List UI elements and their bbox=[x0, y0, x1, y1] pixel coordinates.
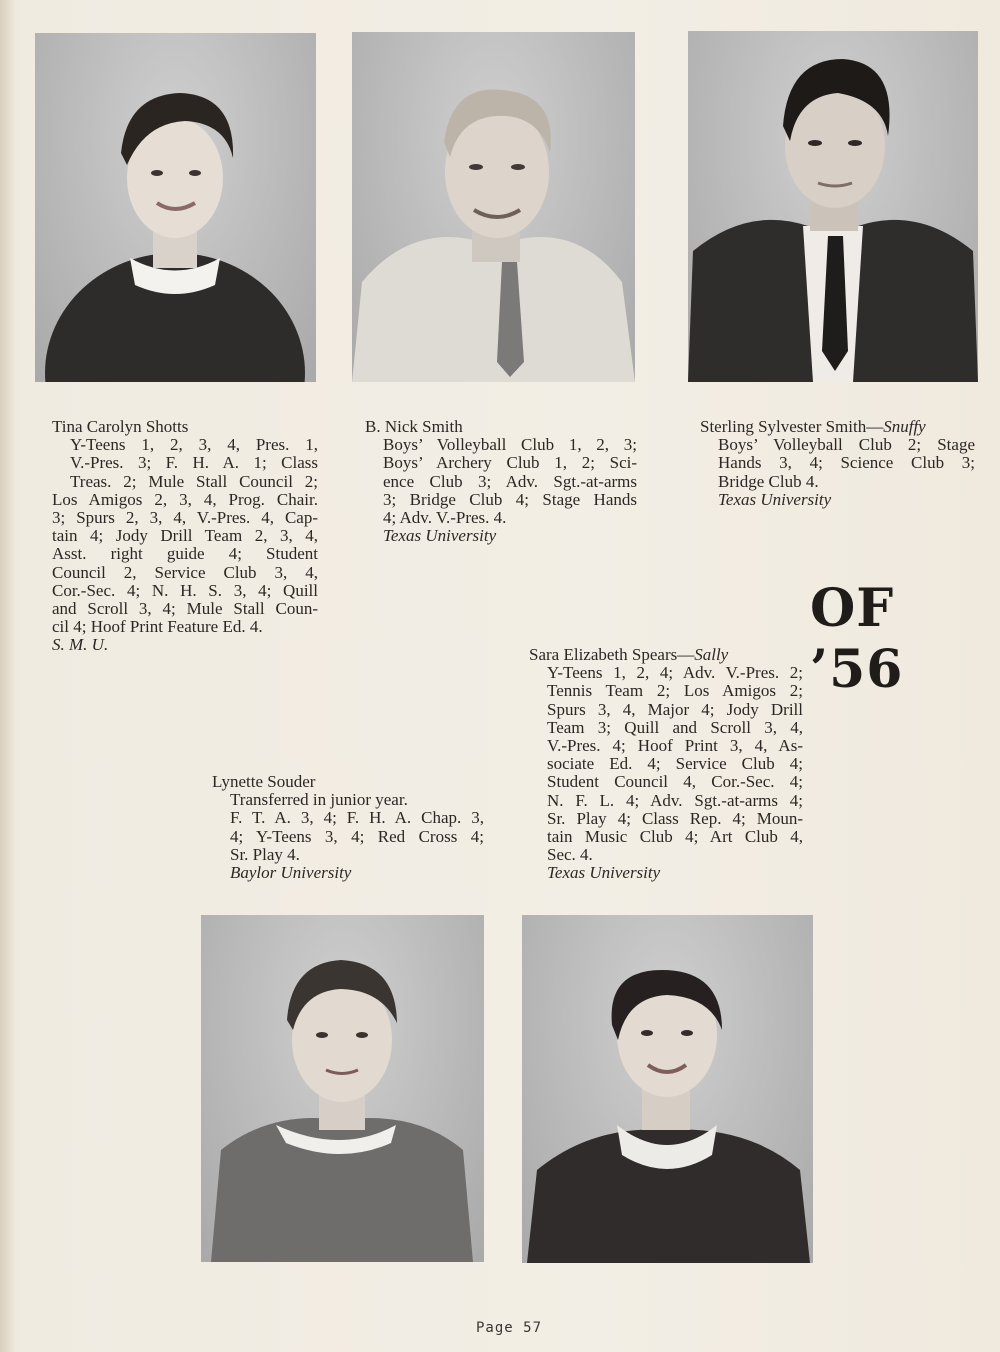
activity-line: Sec. 4. bbox=[547, 845, 593, 865]
senior-college: Texas University bbox=[718, 489, 832, 509]
senior-nickname: Snuffy bbox=[883, 417, 926, 436]
activity-line: Council 2, Service Club 3, 4, bbox=[52, 562, 318, 582]
senior-college: Texas University bbox=[547, 863, 661, 883]
activity-line: 4; Y-Teens 3, 4; Red Cross 4; bbox=[230, 826, 484, 846]
senior-name-text: Sterling Sylvester Smith— bbox=[700, 417, 884, 436]
activity-line: Cor.-Sec. 4; N. H. S. 3, 4; Quill bbox=[52, 580, 318, 600]
senior-college: Baylor University bbox=[230, 863, 352, 883]
activity-line: Team 3; Quill and Scroll 3, 4, bbox=[547, 717, 803, 737]
senior-bio-lynette-souder bbox=[212, 773, 484, 882]
senior-bio-sara-spears bbox=[529, 646, 803, 883]
activity-line: Sr. Play 4. bbox=[230, 844, 300, 864]
activity-line: sociate Ed. 4; Service Club 4; bbox=[547, 754, 803, 774]
activity-line: 4; Adv. V.-Pres. 4. bbox=[383, 508, 507, 528]
activity-line: Hands 3, 4; Science Club 3; bbox=[718, 453, 975, 473]
senior-activities bbox=[212, 791, 484, 864]
senior-name: Tina Carolyn Shotts bbox=[52, 417, 189, 436]
activity-line: F. T. A. 3, 4; F. H. A. Chap. 3, bbox=[230, 808, 484, 828]
activity-line: Spurs 3, 4, Major 4; Jody Drill bbox=[547, 699, 803, 719]
senior-name bbox=[700, 418, 975, 436]
senior-nickname: Sally bbox=[694, 645, 729, 664]
activity-line: Sr. Play 4; Class Rep. 4; Moun- bbox=[547, 808, 803, 828]
senior-bio-sterling-smith bbox=[700, 418, 975, 509]
activity-line: tain 4; Jody Drill Team 2, 3, 4, bbox=[52, 526, 318, 546]
activity-line: Transferred in junior year. bbox=[230, 790, 408, 810]
activity-line: Asst. right guide 4; Student bbox=[52, 544, 318, 564]
activity-line: Bridge Club 4. bbox=[718, 471, 819, 491]
senior-name: Lynette Souder bbox=[212, 772, 316, 791]
page-binding-edge bbox=[0, 0, 14, 1352]
activity-line: Boys’ Archery Club 1, 2; Sci- bbox=[383, 453, 637, 473]
activity-line: Y-Teens 1, 2, 3, 4, Pres. 1, bbox=[70, 435, 318, 455]
activity-line: V.-Pres. 4; Hoof Print 3, 4, As- bbox=[547, 736, 803, 756]
senior-activities bbox=[52, 436, 318, 636]
portrait-photo-sterling-smith bbox=[688, 31, 978, 382]
senior-bio-nick-smith bbox=[365, 418, 637, 545]
portrait-photo-nick-smith bbox=[352, 32, 635, 382]
senior-activities bbox=[365, 436, 637, 527]
activity-line: and Scroll 3, 4; Mule Stall Coun- bbox=[52, 599, 318, 619]
page-number: Page 57 bbox=[476, 1320, 543, 1336]
activity-line: Y-Teens 1, 2, 4; Adv. V.-Pres. 2; bbox=[547, 663, 803, 683]
senior-name-text: Sara Elizabeth Spears— bbox=[529, 645, 695, 664]
senior-activities bbox=[529, 664, 803, 864]
activity-line: Los Amigos 2, 3, 4, Prog. Chair. bbox=[52, 489, 318, 509]
senior-activities bbox=[700, 436, 975, 491]
activity-line: ence Club 3; Adv. Sgt.-at-arms bbox=[383, 471, 637, 491]
activity-line: tain Music Club 4; Art Club 4, bbox=[547, 827, 803, 847]
activity-line: Treas. 2; Mule Stall Council 2; bbox=[70, 471, 318, 491]
activity-line: Boys’ Volleyball Club 1, 2, 3; bbox=[383, 435, 637, 455]
activity-line: Student Council 4, Cor.-Sec. 4; bbox=[547, 772, 803, 792]
activity-line: V.-Pres. 3; F. H. A. 1; Class bbox=[70, 453, 318, 473]
senior-name bbox=[529, 646, 803, 664]
activity-line: N. F. L. 4; Adv. Sgt.-at-arms 4; bbox=[547, 790, 803, 810]
activity-line: 3; Spurs 2, 3, 4, V.-Pres. 4, Cap- bbox=[52, 508, 318, 528]
senior-college: Texas University bbox=[383, 526, 497, 546]
portrait-photo-lynette-souder bbox=[201, 915, 484, 1262]
portrait-photo-sara-spears bbox=[522, 915, 813, 1263]
portrait-photo-tina-shotts bbox=[35, 33, 316, 382]
activity-line: 3; Bridge Club 4; Stage Hands bbox=[383, 489, 637, 509]
senior-bio-tina-shotts bbox=[52, 418, 318, 655]
senior-college: S. M. U. bbox=[52, 635, 109, 655]
activity-line: Tennis Team 2; Los Amigos 2; bbox=[547, 681, 803, 701]
class-year-heading: OF ’56 bbox=[810, 578, 904, 700]
senior-name: B. Nick Smith bbox=[365, 417, 463, 436]
activity-line: Boys’ Volleyball Club 2; Stage bbox=[718, 435, 975, 455]
activity-line: cil 4; Hoof Print Feature Ed. 4. bbox=[52, 617, 263, 637]
